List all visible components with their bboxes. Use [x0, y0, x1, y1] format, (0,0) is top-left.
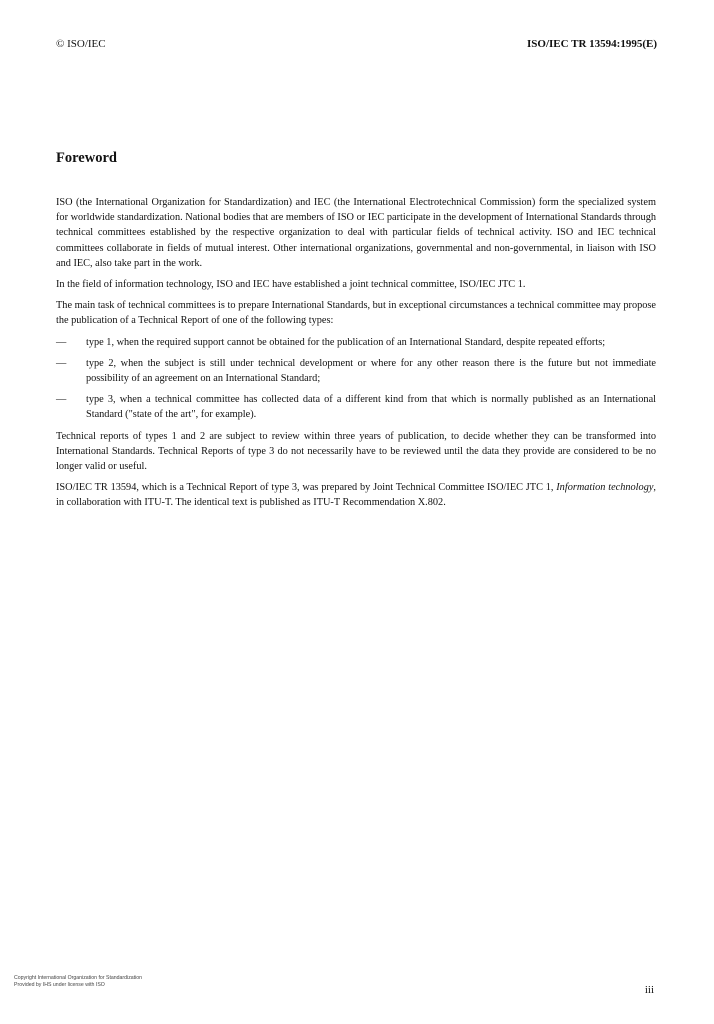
- header-left: © ISO/IEC: [56, 38, 106, 50]
- page-number: iii: [644, 984, 654, 996]
- list-dash: —: [56, 357, 67, 369]
- document-id: ISO/IEC TR 13594:1995(E): [527, 38, 657, 50]
- paragraph-3: The main task of technical committees is to prepare International Standards, but in exceptional circumstances a technical committee may propose the publication of a Technical Report of one of the following types:: [56, 300, 656, 327]
- list-item: [56, 335, 656, 350]
- report-types-list: [56, 335, 656, 423]
- list-item-text: type 1, when the required support cannot be obtained for the publication of an International Standard, despite repeated efforts;: [86, 336, 606, 348]
- paragraph-4: Technical reports of types 1 and 2 are subject to review within three years of publication, to decide whether they can be transformed into International Standards. Technical Reports of type 3 do not necessarily have to be reviewed until the data they provide are considered to be no longer valid or useful.: [56, 430, 656, 473]
- list-item: [56, 392, 656, 422]
- foreword-body: [56, 195, 656, 517]
- footer-line-2: Provided by IHS under license with ISO: [14, 982, 105, 988]
- list-dash: —: [56, 394, 67, 406]
- paragraph-5: [56, 480, 656, 510]
- list-item: [56, 356, 656, 386]
- page-title: Foreword: [56, 150, 117, 166]
- paragraph-1: ISO (the International Organization for Standardization) and IEC (the International Electrotechnical Commission) form the specialized system for worldwide standardization. National bodies that are members of ISO or IEC participate in the development of International Standards through technical committees established by the respective organization to deal with particular fields of technical activity. ISO and IEC technical committees collaborate in fields of mutual interest. Other international organizations, governmental and non-governmental, in liaison with ISO and IEC, also take part in the work.: [56, 197, 656, 269]
- list-dash: —: [56, 336, 67, 348]
- paragraph-5-italic: Information technology: [556, 482, 654, 494]
- copyright-footer: [14, 975, 142, 989]
- footer-line-1: Copyright International Organization for Standardization: [14, 975, 143, 981]
- paragraph-2: In the field of information technology, ISO and IEC have established a joint technical committee, ISO/IEC JTC 1.: [56, 279, 526, 291]
- list-item-text: type 2, when the subject is still under technical development or where for any other reason there is the future but not immediate possibility of an agreement on an International Standard;: [86, 357, 656, 385]
- paragraph-5-end: , in collaboration with ITU-T. The identical text is published as ITU-T Recommendation X.802.: [56, 482, 656, 509]
- list-item-text: type 3, when a technical committee has collected data of a different kind from that which is normally published as an International Standard ("state of the art", for example).: [86, 394, 656, 421]
- paragraph-5-start: ISO/IEC TR 13594, which is a Technical Report of type 3, was prepared by Joint Technical Committee ISO/IEC JTC 1,: [56, 482, 557, 494]
